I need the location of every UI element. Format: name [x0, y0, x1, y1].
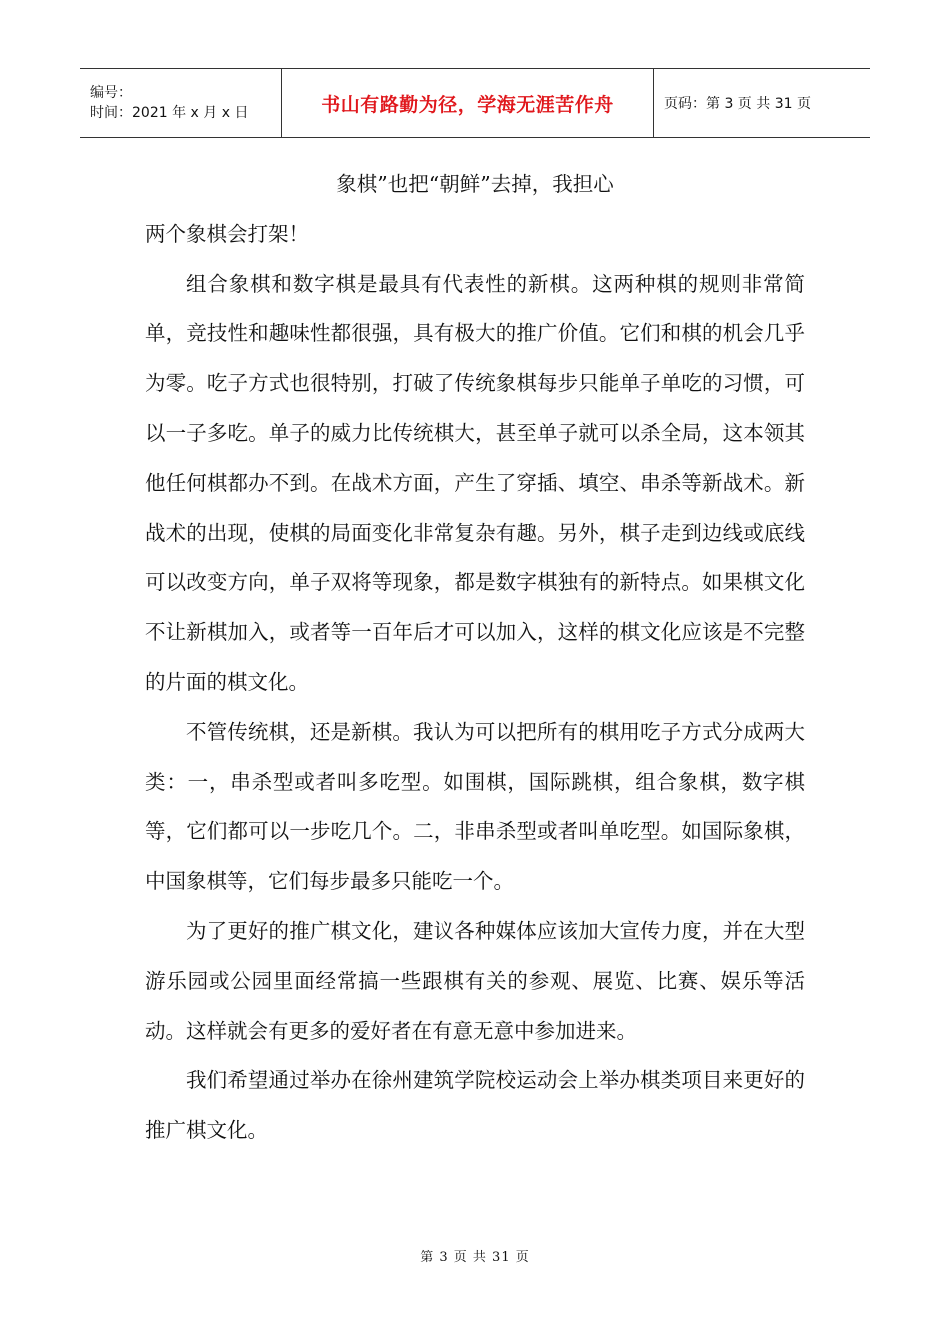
number-label: 编号： [90, 85, 132, 101]
motto-text: 书山有路勤为径，学海无涯苦作舟 [321, 93, 614, 116]
paragraph-1: 组合象棋和数字棋是最具有代表性的新棋。这两种棋的规则非常简单，竞技性和趣味性都很强，具有极大的推广价值。它们和棋的机会几乎为零。吃子方式也很特别，打破了传统象棋每步只能单子单吃的习惯，可以一子多吃。单子的威力比传统棋大，甚至单子就可以杀全局，这本领其他任何棋都办不到。在战术方面，产生了穿插、填空、串杀等新战术。新战术的出现，使棋的局面变化非常复杂有趣。另外，棋子走到边线或底线可以改变方向，单子双将等现象，都是数字棋独有的新特点。如果棋文化不让新棋加入，或者等一百年后才可以加入，这样的棋文化应该是不完整的片面的棋文化。 [145, 271, 805, 694]
body-line-1: 象棋”也把“朝鲜”去掉，我担心 [336, 172, 614, 196]
header-meta [80, 69, 282, 137]
document-body [145, 160, 805, 1156]
page-footer: 第 3 页 共 31 页 [420, 1250, 530, 1265]
document-header [80, 68, 870, 138]
time-label: 时间：2021 年 x 月 x 日 [90, 105, 249, 121]
body-line-2: 两个象棋会打架！ [145, 221, 309, 246]
paragraph-3: 为了更好的推广棋文化，建议各种媒体应该加大宣传力度，并在大型游乐园或公园里面经常搞一些跟棋有关的参观、展览、比赛、娱乐等活动。这样就会有更多的爱好者在有意无意中参加进来。 [145, 918, 805, 1043]
header-motto-cell [282, 69, 654, 137]
paragraph-4: 我们希望通过举办在徐州建筑学院校运动会上举办棋类项目来更好的推广棋文化。 [145, 1068, 805, 1143]
header-page-info [654, 69, 870, 137]
paragraph-2: 不管传统棋，还是新棋。我认为可以把所有的棋用吃子方式分成两大类：一，串杀型或者叫多吃型。如围棋，国际跳棋，组合象棋，数字棋等，它们都可以一步吃几个。二，非串杀型或者叫单吃型。如国际象棋，中国象棋等，它们每步最多只能吃一个。 [145, 719, 805, 894]
page-info-text: 页码：第 3 页 共 31 页 [664, 96, 811, 112]
